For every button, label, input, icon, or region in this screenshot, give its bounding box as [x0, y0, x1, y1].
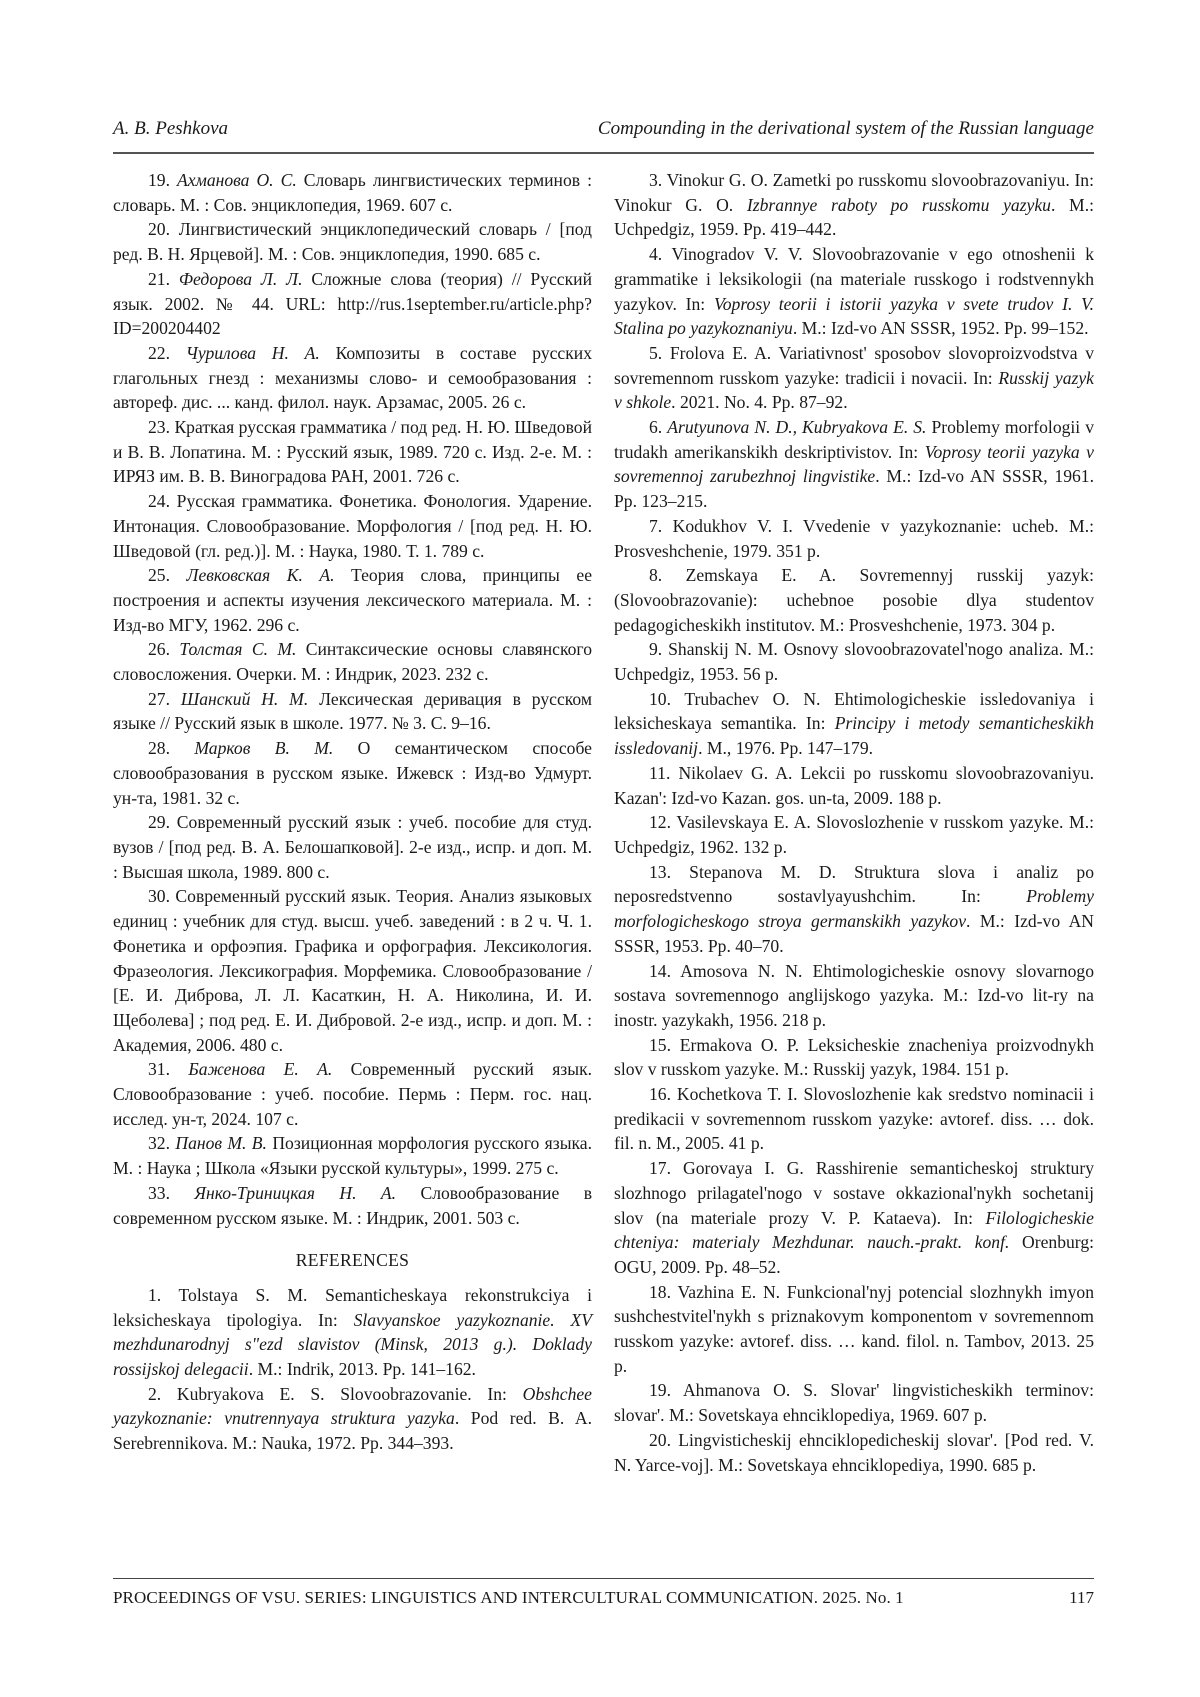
entry-text-segment: Лексическая деривация в русском языке // Русский язык в школе. 1977. № 3. С. 9–16.: [113, 689, 592, 734]
bibliography-entry: [614, 514, 1094, 563]
entry-text-segment: 3. Vinokur G. O. Zametki po russkomu slovoobrazovaniyu. In: Vinokur G. O.: [614, 170, 1094, 215]
bibliography-entry: [614, 959, 1094, 1033]
entry-text-segment: . M.: Indrik, 2013. Pp. 141–162.: [249, 1359, 476, 1379]
footer-journal: PROCEEDINGS OF VSU. SERIES: LINGUISTICS AND INTERCULTURAL COMMUNICATION. 2025. No. 1: [113, 1588, 904, 1608]
bibliography-entry: [614, 563, 1094, 637]
entry-text-segment: 26.: [148, 639, 179, 659]
entry-text-segment: 18. Vazhina E. N. Funkcional'nyj potencial slozhnykh imyon sushchestvitel'nykh s priznakovym komponentom v sovremennom russkom yazyke: avtoref. diss. … kand. filol. n. Tambov, 2013. 25 p.: [614, 1282, 1094, 1376]
entry-text-segment: 12. Vasilevskaya E. A. Slovoslozhenie v russkom yazyke. M.: Uchpedgiz, 1962. 132 p.: [614, 812, 1094, 857]
entry-text-segment: 15. Ermakova O. P. Leksicheskie znacheniya proizvodnykh slov v russkom yazyke. M.: Russkij yazyk, 1984. 151 p.: [614, 1035, 1094, 1080]
bibliography-entry: [614, 810, 1094, 859]
entry-text-segment: Теория слова, принципы ее построения и аспекты изучения лексического материала. М. : Изд-во МГУ, 1962. 296 с.: [113, 565, 592, 634]
entry-text-segment: Orenburg: OGU, 2009. Pp. 48–52.: [614, 1232, 1094, 1277]
entry-italic-segment: Filologicheskie chteniya: materialy Mezhdunar. nauch.-prakt. konf.: [614, 1208, 1094, 1253]
entry-text-segment: 29. Современный русский язык : учеб. пособие для студ. вузов / [под ред. В. А. Белошапковой]. 2-е изд., испр. и доп. М. : Высшая школа, 1989. 800 с.: [113, 812, 592, 881]
entry-text-segment: 5. Frolova E. A. Variativnost' sposobov slovoproizvodstva v sovremennom russkom yazyke: tradicii i novacii. In:: [614, 343, 1094, 388]
russian-bibliography: [113, 168, 592, 1230]
entry-text-segment: 19.: [148, 170, 177, 190]
entry-text-segment: 14. Amosova N. N. Ehtimologicheskie osnovy slovarnogo sostava sovremennogo anglijskogo yazyka. M.: Izd-vo lit-ry na inostr. yazykakh, 1956. 218 p.: [614, 961, 1094, 1030]
entry-text-segment: 24. Русская грамматика. Фонетика. Фонология. Ударение. Интонация. Словообразование. Морфология / [под ред. Н. Ю. Шведовой (гл. ред.)]. М. : Наука, 1980. Т. 1. 789 с.: [113, 491, 592, 560]
header-divider: [113, 152, 1094, 154]
entry-text-segment: 17. Gorovaya I. G. Rasshirenie semanticheskoj struktury slozhnogo prilagatel'nogo v sostave okkazional'nykh sochetanij slov (na materiale prozy V. P. Kataeva). In:: [614, 1158, 1094, 1227]
entry-italic-segment: Чурилова Н. А.: [186, 343, 320, 363]
bibliography-entry: [113, 810, 592, 884]
entry-text-segment: 19. Ahmanova O. S. Slovar' lingvisticheskikh terminov: slovar'. M.: Sovetskaya ehnciklopediya, 1969. 607 p.: [614, 1380, 1094, 1425]
bibliography-entry: [614, 1082, 1094, 1156]
entry-text-segment: 9. Shanskij N. M. Osnovy slovoobrazovatel'nogo analiza. M.: Uchpedgiz, 1953. 56 p.: [614, 639, 1094, 684]
bibliography-entry: [113, 489, 592, 563]
entry-italic-segment: Марков В. М.: [194, 738, 333, 758]
bibliography-entry: [614, 761, 1094, 810]
entry-italic-segment: Ахманова О. С.: [177, 170, 297, 190]
entry-text-segment: Позиционная морфология русского языка. М. : Наука ; Школа «Языки русской культуры», 1999. 275 с.: [113, 1133, 592, 1178]
footer-divider: [113, 1578, 1094, 1579]
entry-italic-segment: Voprosy teorii i istorii yazyka v svete trudov I. V. Stalina po yazykoznaniyu: [614, 294, 1094, 339]
entry-italic-segment: Izbrannye raboty po russkomu yazyku: [747, 195, 1051, 215]
right-column: [614, 168, 1094, 1477]
references-list-right: [614, 168, 1094, 1477]
entry-italic-segment: Шанский Н. М.: [181, 689, 308, 709]
bibliography-entry: [614, 637, 1094, 686]
bibliography-entry: [113, 637, 592, 686]
entry-text-segment: 25.: [148, 565, 187, 585]
entry-italic-segment: Obshchee yazykoznanie: vnutrennyaya struktura yazyka: [113, 1384, 592, 1429]
bibliography-entry: [614, 1428, 1094, 1477]
entry-italic-segment: Slavyanskoe yazykoznanie. XV mezhdunarodnyj s"ezd slavistov (Minsk, 2013 g.). Doklady rossijskoj delegacii: [113, 1310, 592, 1379]
entry-text-segment: 21.: [148, 269, 179, 289]
entry-text-segment: 33.: [148, 1183, 194, 1203]
bibliography-entry: [614, 1378, 1094, 1427]
bibliography-entry: [113, 1131, 592, 1180]
entry-text-segment: 7. Kodukhov V. I. Vvedenie v yazykoznanie: ucheb. M.: Prosveshchenie, 1979. 351 p.: [614, 516, 1094, 561]
entry-text-segment: О семантическом способе словообразования в русском языке. Ижевск : Изд-во Удмурт. ун-та, 1981. 32 с.: [113, 738, 592, 807]
entry-text-segment: 8. Zemskaya E. A. Sovremennyj russkij yazyk: (Slovoobrazovanie): uchebnoe posobie dlya studentov pedagogicheskikh institutov. M.: Prosveshchenie, 1973. 304 p.: [614, 565, 1094, 634]
bibliography-entry: [614, 168, 1094, 242]
entry-text-segment: . M.: Izd-vo AN SSSR, 1961. Pp. 123–215.: [614, 466, 1094, 511]
entry-text-segment: 27.: [148, 689, 181, 709]
entry-text-segment: 1. Tolstaya S. M. Semanticheskaya rekonstrukciya i leksicheskaya tipologiya. In:: [113, 1285, 592, 1330]
bibliography-entry: [113, 217, 592, 266]
bibliography-entry: [113, 1382, 592, 1456]
bibliography-entry: [113, 415, 592, 489]
entry-text-segment: 20. Лингвистический энциклопедический словарь / [под ред. В. Н. Ярцевой]. М. : Сов. энциклопедия, 1990. 685 с.: [113, 219, 592, 264]
entry-text-segment: 13. Stepanova M. D. Struktura slova i analiz po neposredstvenno sostavlyayushchim. In:: [614, 862, 1094, 907]
entry-text-segment: Композиты в составе русских глагольных гнезд : механизмы слово- и семообразования : автореф. дис. ... канд. филол. наук. Арзамас, 2005. 26 с.: [113, 343, 592, 412]
entry-italic-segment: Янко-Триницкая Н. А.: [194, 1183, 396, 1203]
entry-text-segment: . Pod red. B. A. Serebrennikova. M.: Nauka, 1972. Pp. 344–393.: [113, 1408, 592, 1453]
entry-italic-segment: Толстая С. М.: [179, 639, 296, 659]
entry-text-segment: . M.: Izd-vo AN SSSR, 1953. Pp. 40–70.: [614, 911, 1094, 956]
entry-italic-segment: Problemy morfologicheskogo stroya germanskikh yazykov: [614, 886, 1094, 931]
entry-italic-segment: Arutyunova N. D., Kubryakova E. S.: [667, 417, 926, 437]
header-author: A. B. Peshkova: [113, 118, 228, 140]
bibliography-entry: [113, 168, 592, 217]
references-heading: REFERENCES: [113, 1248, 592, 1273]
entry-italic-segment: Баженова Е. А.: [188, 1059, 332, 1079]
entry-text-segment: . M.: Uchpedgiz, 1959. Pp. 419–442.: [614, 195, 1094, 240]
references-list-left: [113, 1283, 592, 1456]
entry-text-segment: . M., 1976. Pp. 147–179.: [698, 738, 873, 758]
bibliography-entry: [113, 687, 592, 736]
bibliography-entry: [113, 341, 592, 415]
bibliography-entry: [113, 736, 592, 810]
entry-text-segment: Синтаксические основы славянского словосложения. Очерки. М. : Индрик, 2023. 232 с.: [113, 639, 592, 684]
bibliography-entry: [614, 1280, 1094, 1379]
bibliography-entry: [113, 884, 592, 1057]
entry-text-segment: Словарь лингвистических терминов : словарь. М. : Сов. энциклопедия, 1969. 607 с.: [113, 170, 592, 215]
bibliography-entry: [113, 1181, 592, 1230]
header-article-title: Compounding in the derivational system of the Russian language: [598, 118, 1094, 140]
entry-text-segment: Сложные слова (теория) // Русский язык. 2002. № 44. URL: http://rus.1september.ru/article.php?ID=200204402: [113, 269, 592, 338]
entry-text-segment: 28.: [148, 738, 194, 758]
entry-text-segment: . M.: Izd-vo AN SSSR, 1952. Pp. 99–152.: [793, 318, 1089, 338]
entry-text-segment: 4. Vinogradov V. V. Slovoobrazovanie v ego otnoshenii k grammatike i leksikologii (na materiale russkogo i rodstvennykh yazykov. In:: [614, 244, 1094, 313]
bibliography-entry: [614, 415, 1094, 514]
bibliography-entry: [113, 267, 592, 341]
entry-italic-segment: Панов М. В.: [175, 1133, 267, 1153]
entry-text-segment: Problemy morfologii v trudakh amerikanskikh deskriptivistov. In:: [614, 417, 1094, 462]
entry-text-segment: 32.: [148, 1133, 175, 1153]
page-number: 117: [1069, 1588, 1094, 1608]
entry-text-segment: 2. Kubryakova E. S. Slovoobrazovanie. In:: [148, 1384, 523, 1404]
entry-text-segment: 11. Nikolaev G. A. Lekcii po russkomu slovoobrazovaniyu. Kazan': Izd-vo Kazan. gos. un-ta, 2009. 188 p.: [614, 763, 1094, 808]
entry-italic-segment: Левковская К. А.: [187, 565, 335, 585]
bibliography-entry: [113, 1057, 592, 1131]
entry-italic-segment: Principy i metody semanticheskikh issledovanij: [614, 713, 1094, 758]
entry-text-segment: Современный русский язык. Словообразование : учеб. пособие. Пермь : Перм. гос. нац. исслед. ун-т, 2024. 107 с.: [113, 1059, 592, 1128]
entry-text-segment: 23. Краткая русская грамматика / под ред. Н. Ю. Шведовой и В. В. Лопатина. М. : Русский язык, 1989. 720 с. Изд. 2-е. М. : ИРЯЗ им. В. В. Виноградова РАН, 2001. 726 с.: [113, 417, 592, 486]
entry-text-segment: Словообразование в современном русском языке. М. : Индрик, 2001. 503 с.: [113, 1183, 592, 1228]
running-header: [113, 118, 1094, 144]
entry-italic-segment: Russkij yazyk v shkole: [614, 368, 1094, 413]
bibliography-entry: [113, 563, 592, 637]
bibliography-entry: [113, 1283, 592, 1382]
bibliography-entry: [614, 860, 1094, 959]
entry-text-segment: . 2021. No. 4. Pp. 87–92.: [671, 392, 847, 412]
bibliography-entry: [614, 1033, 1094, 1082]
entry-text-segment: 10. Trubachev O. N. Ehtimologicheskie issledovaniya i leksicheskaya semantika. In:: [614, 689, 1094, 734]
entry-text-segment: 6.: [649, 417, 667, 437]
entry-text-segment: 20. Lingvisticheskij ehnciklopedicheskij slovar'. [Pod red. V. N. Yarce-voj]. M.: Sovetskaya ehnciklopediya, 1990. 685 p.: [614, 1430, 1094, 1475]
entry-italic-segment: Voprosy teorii yazyka v sovremennoj zarubezhnoj lingvistike: [614, 442, 1094, 487]
entry-text-segment: 31.: [148, 1059, 188, 1079]
bibliography-entry: [614, 242, 1094, 341]
left-column: [113, 168, 592, 1456]
bibliography-entry: [614, 341, 1094, 415]
entry-text-segment: 22.: [148, 343, 186, 363]
bibliography-entry: [614, 687, 1094, 761]
entry-text-segment: 30. Современный русский язык. Теория. Анализ языковых единиц : учебник для студ. высш. учеб. заведений : в 2 ч. Ч. 1. Фонетика и орфоэпия. Графика и орфография. Лексикология. Фразеология. Лексикография. Морфемика. Словообразование / [Е. И. Диброва, Л. Л. Касаткин, Н. А. Николина, И. И. Щеболева] ; под ред. Е. И. Дибровой. 2-е изд., испр. и доп. М. : Академия, 2006. 480 с.: [113, 886, 592, 1054]
bibliography-entry: [614, 1156, 1094, 1280]
entry-italic-segment: Федорова Л. Л.: [179, 269, 303, 289]
entry-text-segment: 16. Kochetkova T. I. Slovoslozhenie kak sredstvo nominacii i predikacii v sovremennom russkom yazyke: avtoref. diss. … dok. fil. n. M., 2005. 41 p.: [614, 1084, 1094, 1153]
